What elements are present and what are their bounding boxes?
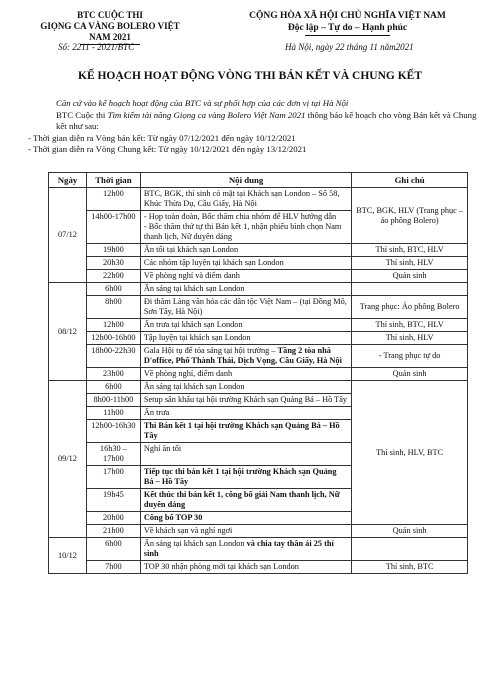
time-cell: 12h00 <box>86 188 140 211</box>
time-cell: 6h00 <box>86 381 140 394</box>
table-row <box>49 270 468 283</box>
table-row <box>49 381 468 394</box>
table-row <box>49 561 468 574</box>
time-cell: 17h00 <box>86 466 140 489</box>
column-header: Ngày <box>49 173 87 188</box>
content-cell: Ăn trưa tại khách sạn London <box>140 319 351 332</box>
time-cell: 16h30 – 17h00 <box>86 443 140 466</box>
content-cell: Ăn tối tại khách sạn London <box>140 244 351 257</box>
time-cell: 7h00 <box>86 561 140 574</box>
document-number: Số: 2211 - 2021/BTC <box>58 42 135 52</box>
content-cell: Setup sân khấu tại hội trường Khách sạn Quảng Bá – Hồ Tây <box>140 394 351 407</box>
content-cell: Công bố TOP 30 <box>140 512 351 525</box>
divider <box>305 35 390 36</box>
content-cell: Về khách sạn và nghỉ ngơi <box>140 525 351 538</box>
time-cell: 20h00 <box>86 512 140 525</box>
table-row <box>49 244 468 257</box>
note-cell: Quản sinh <box>352 368 468 381</box>
content-cell: Đi thăm Làng văn hóa các dân tộc Việt Nam – (tại Đồng Mô, Sơn Tây, Hà Nội) <box>140 296 351 319</box>
organizer-line1: BTC CUỘC THI <box>77 10 143 20</box>
time-cell: 20h30 <box>86 257 140 270</box>
column-header: Ghi chú <box>352 173 468 188</box>
content-text: Gala Hội tụ để tỏa sáng tại hội trường – <box>143 346 278 355</box>
time-cell: 6h00 <box>86 538 140 561</box>
content-line: - Bốc thăm thứ tự thi Bán kết 1, nhận phiếu bình chọn Nam thanh lịch, Nữ duyên dáng <box>143 222 342 241</box>
organizer-block <box>30 10 190 45</box>
content-cell: Tập luyện tại khách sạn London <box>140 332 351 345</box>
nation-block <box>205 10 490 36</box>
table-row <box>49 283 468 296</box>
table-row <box>49 345 468 368</box>
organizer-line2: GIỌNG CA VÀNG BOLERO VIỆT NAM 2021 <box>40 21 180 42</box>
note-cell: Quản sinh <box>352 525 468 538</box>
column-header: Thời gian <box>86 173 140 188</box>
note-cell: Trang phục: Áo phông Bolero <box>352 296 468 319</box>
note-cell: Thí sinh, HLV <box>352 332 468 345</box>
content-cell: Thi Bán kết 1 tại hội trường Khách sạn Quảng Bá – Hồ Tây <box>140 420 351 443</box>
content-cell: Tiếp tục thi bán kết 1 tại hội trường Khách sạn Quảng Bá – Hồ Tây <box>140 466 351 489</box>
nation-line2: Độc lập – Tự do – Hạnh phúc <box>287 23 408 33</box>
time-cell: 11h00 <box>86 407 140 420</box>
content-cell: Các nhóm tập luyện tại khách sạn London <box>140 257 351 270</box>
time-cell: 12h00-16h00 <box>86 332 140 345</box>
content-text: Ăn sáng tại khách sạn London <box>143 539 247 548</box>
note-cell <box>352 283 468 296</box>
table-row <box>49 257 468 270</box>
content-cell <box>140 538 351 561</box>
time-cell: 6h00 <box>86 283 140 296</box>
semi-final-time: - Thời gian diễn ra Vòng bán kết: Từ ngày 07/12/2021 đến ngày 10/12/2021 <box>28 132 296 143</box>
time-cell: 12h00 <box>86 319 140 332</box>
content-cell <box>140 345 351 368</box>
content-cell: Về phòng nghỉ, điểm danh <box>140 368 351 381</box>
time-cell: 23h00 <box>86 368 140 381</box>
content-line: - Họp toàn đoàn, Bốc thăm chia nhóm để HLV hướng dẫn <box>143 212 337 221</box>
content-cell: Ăn trưa <box>140 407 351 420</box>
schedule-table <box>48 172 468 574</box>
note-cell: Thí sinh, HLV, BTC <box>352 381 468 525</box>
content-cell: Ăn sáng tại khách sạn London <box>140 283 351 296</box>
place-date: Hà Nội, ngày 22 tháng 11 năm2021 <box>285 42 414 52</box>
table-row <box>49 319 468 332</box>
time-cell: 19h00 <box>86 244 140 257</box>
note-cell: Thí sinh, BTC <box>352 561 468 574</box>
note-cell: BTC, BGK, HLV (Trang phục – áo phông Bolero) <box>352 188 468 244</box>
final-time: - Thời gian diễn ra Vòng Chung kết: Từ ngày 10/12/2021 đến ngày 13/12/2021 <box>28 144 307 154</box>
content-cell: TOP 30 nhận phòng mới tại khách sạn London <box>140 561 351 574</box>
time-cell: 8h00-11h00 <box>86 394 140 407</box>
venue-address: Tầng 2 tòa nhà D'office, Phố Thành Thái, Dịch Vọng, Cầu Giấy, Hà Nội <box>143 346 342 365</box>
column-header: Nội dung <box>140 173 351 188</box>
time-cell: 21h00 <box>86 525 140 538</box>
time-cell: 8h00 <box>86 296 140 319</box>
content-cell: Về phòng nghỉ và điểm danh <box>140 270 351 283</box>
content-cell <box>140 211 351 244</box>
nation-line1: CỘNG HÒA XÃ HỘI CHỦ NGHĨA VIỆT NAM <box>249 11 446 21</box>
content-cell: Ăn sáng tại khách sạn London <box>140 381 351 394</box>
note-cell: Thí sinh, BTC, HLV <box>352 319 468 332</box>
announce-prefix: BTC Cuộc thi <box>56 109 108 120</box>
table-row <box>49 538 468 561</box>
day-cell: 07/12 <box>49 188 87 283</box>
time-cell: 22h00 <box>86 270 140 283</box>
day-cell: 09/12 <box>49 381 87 538</box>
note-cell: - Trang phục tự do <box>352 345 468 368</box>
time-cell: 19h45 <box>86 489 140 512</box>
day-cell: 08/12 <box>49 283 87 381</box>
table-row <box>49 368 468 381</box>
table-row <box>49 188 468 211</box>
note-cell: Thí sinh, BTC, HLV <box>352 244 468 257</box>
time-cell: 18h00-22h30 <box>86 345 140 368</box>
content-bold: và chia tay thân ái 25 thí sinh <box>143 539 334 558</box>
table-row <box>49 525 468 538</box>
note-cell: Quản sinh <box>352 270 468 283</box>
content-cell: Nghỉ ăn tối <box>140 443 351 466</box>
contest-name: Tìm kiếm tài năng Giọng ca vàng Bolero Việt Nam 2021 <box>107 109 306 120</box>
intro-announce <box>28 110 478 133</box>
intro-basis: Căn cứ vào kế hoạch hoạt động của BTC và sự phối hợp của các đơn vị tại Hà Nội <box>56 98 349 108</box>
announce-suffix: thông báo kế hoạch cho vòng Bán kết và Chung kết như sau: <box>56 109 477 131</box>
note-cell: Thí sinh, HLV <box>352 257 468 270</box>
note-cell <box>352 538 468 561</box>
document-title: KẾ HOẠCH HOẠT ĐỘNG VÒNG THI BÁN KẾT VÀ CHUNG KẾT <box>78 70 422 82</box>
intro-text <box>28 98 478 156</box>
day-cell: 10/12 <box>49 538 87 574</box>
table-row <box>49 296 468 319</box>
content-cell: Kết thúc thi bán kết 1, công bố giải Nam thanh lịch, Nữ duyên dáng <box>140 489 351 512</box>
time-cell: 14h00-17h00 <box>86 211 140 244</box>
time-cell: 12h00-16h30 <box>86 420 140 443</box>
table-header-row <box>49 173 468 188</box>
content-cell: BTC, BGK, thí sinh có mặt tại Khách sạn London – Số 58, Khúc Thừa Dụ, Cầu Giấy, Hà Nội <box>140 188 351 211</box>
table-row <box>49 332 468 345</box>
